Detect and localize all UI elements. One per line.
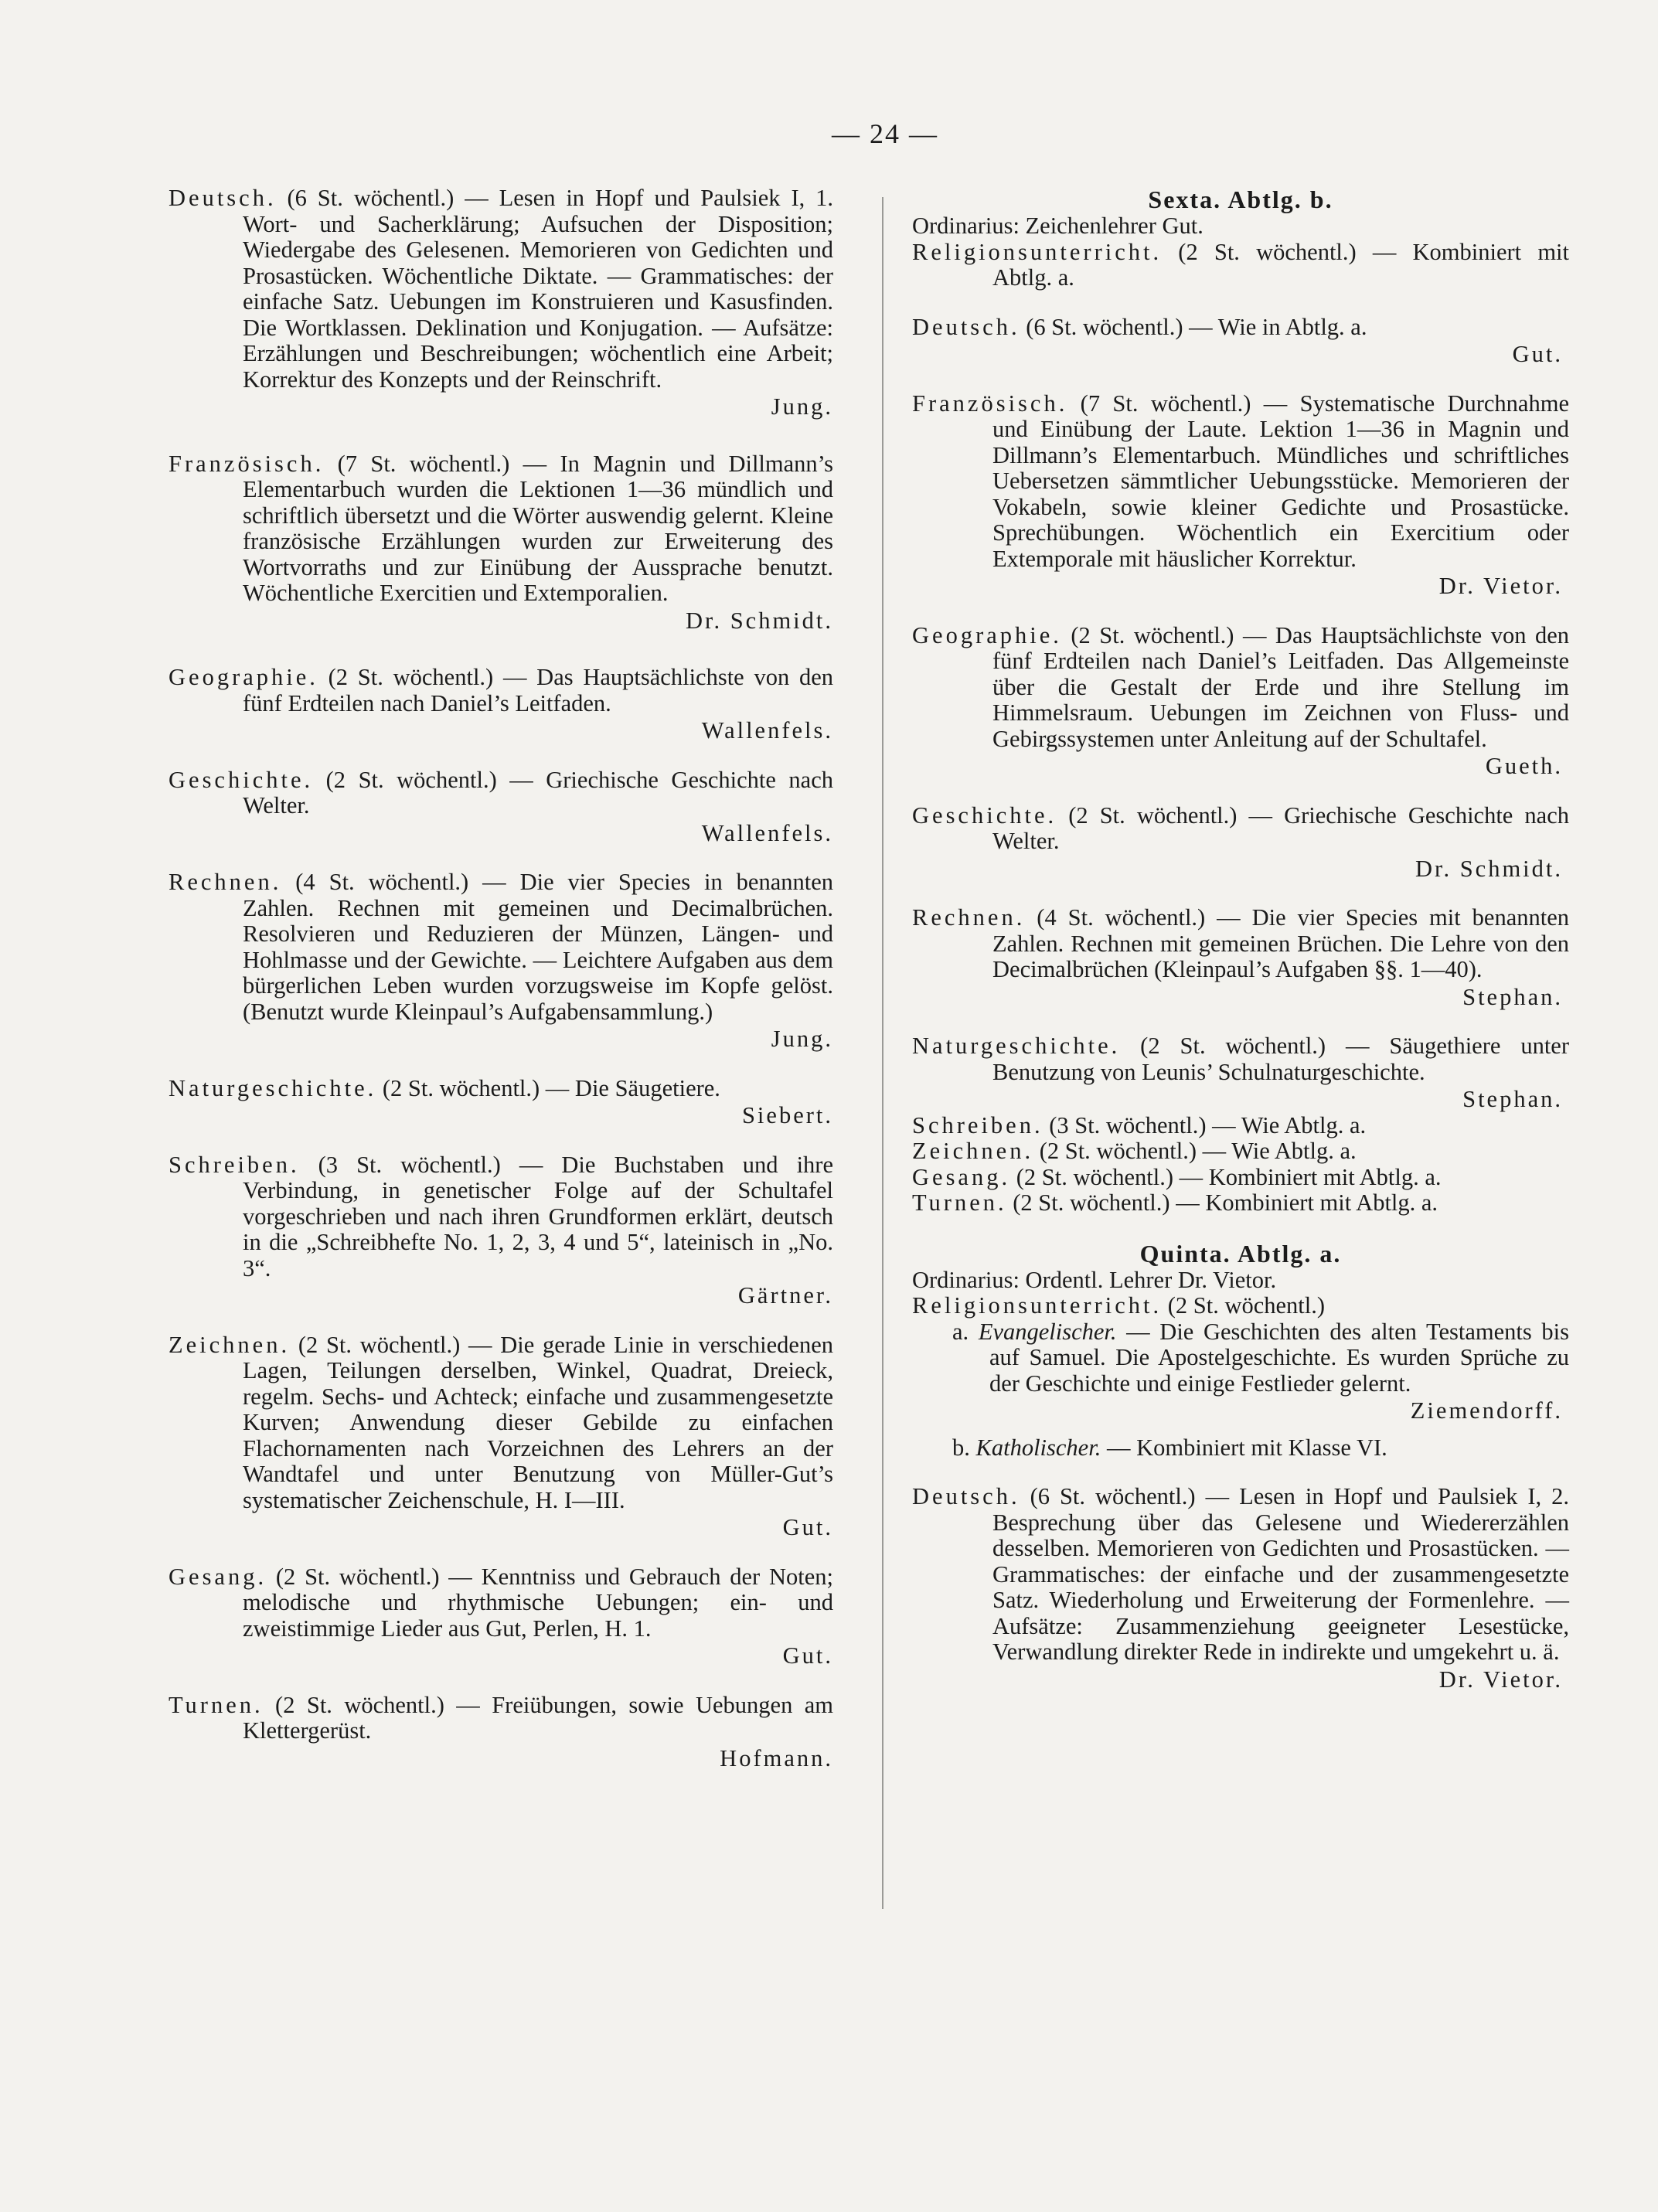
subject-description: (2 St. wöchentl.) — Freiübungen, sowie Uebungen am Klettergerüst. — [243, 1691, 833, 1744]
subject-entry — [912, 1484, 1569, 1693]
subject-name: Französisch. — [169, 450, 325, 477]
teacher-name: Gueth. — [1485, 753, 1563, 779]
teacher-name: Gut. — [782, 1514, 833, 1540]
teacher-name: Wallenfels. — [701, 819, 833, 846]
subject-name: Gesang. — [169, 1563, 267, 1590]
subject-description: (2 St. wöchentl.) — Kenntniss und Gebrauch der Noten; melodische und rhythmische Uebungen; ein- und zweistimmige Lieder aus Gut, Perlen, H. 1. — [243, 1563, 833, 1642]
teacher-name: Siebert. — [741, 1102, 833, 1128]
subject-name: Deutsch. — [169, 185, 277, 211]
denomination-label: Evangelischer. — [978, 1318, 1117, 1345]
subject-name: Geschichte. — [912, 801, 1057, 829]
subject-entry — [912, 1113, 1569, 1139]
subject-description: (2 St. wöchentl.) — Griechische Geschichte nach Welter. — [992, 801, 1569, 854]
subject-name: Deutsch. — [912, 1483, 1020, 1509]
teacher-name: Dr. Vietor. — [1438, 573, 1563, 599]
subject-entry — [912, 391, 1569, 600]
subject-description: (2 St. wöchentl.) — Wie Abtlg. a. — [1033, 1138, 1357, 1164]
subject-name: Gesang. — [912, 1163, 1011, 1190]
subject-description: (2 St. wöchentl.) — Das Hauptsächlichste von den fünf Erdteilen nach Daniel’s Leitfaden. Das Allgemeinste über die Gestalt der Erde und ihre Stellung im Himmelsraum. Uebungen im Zeichnen von Fluss- und Gebirgssystemen unter Anleitung auf der Schultafel. — [992, 621, 1569, 752]
subject-description: (6 St. wöchentl.) — Lesen in Hopf und Paulsiek I, 1. Wort- und Sacherklärung; Aufsuchen der Disposition; Wiedergabe des Gelesenen. Memorieren von Gedichten und Prosastücken. Wöchentliche Diktate. — Grammatisches: der einfache Satz. Uebungen im Konstruieren und Kasusfinden. Die Wortklassen. Deklination und Konjugation. — Aufsätze: Erzählungen und Beschreibungen; wöchentlich eine Arbeit; Korrektur des Konzepts und der Reinschrift. — [243, 185, 833, 393]
column-divider — [882, 197, 883, 1909]
subject-name: Naturgeschichte. — [169, 1074, 377, 1101]
sub-description: — Die Geschichten des alten Testaments bis auf Samuel. Die Apostelgeschichte. Es wurden Sprüche zu der Geschichte und einige Festlieder gelernt. — [989, 1318, 1569, 1397]
sub-label: b. — [952, 1434, 976, 1461]
denomination-label: Katholischer. — [975, 1434, 1101, 1461]
subject-name: Geschichte. — [169, 766, 314, 793]
subject-entry — [912, 1138, 1569, 1165]
subject-name: Naturgeschichte. — [912, 1033, 1121, 1059]
class-ordinarius: Ordinarius: Ordentl. Lehrer Dr. Vietor. — [912, 1266, 1277, 1293]
subject-name: Schreiben. — [169, 1151, 300, 1178]
right-column — [912, 185, 1569, 1693]
teacher-name: Dr. Schmidt. — [685, 607, 833, 634]
subject-entry — [912, 240, 1569, 291]
subject-name: Geographie. — [169, 664, 318, 690]
teacher-name: Gut. — [1512, 341, 1563, 367]
class-heading: Quinta. Abtlg. a. — [1139, 1239, 1342, 1268]
subject-name: Deutsch. — [912, 313, 1020, 340]
subject-entry — [912, 315, 1569, 368]
subject-entry — [169, 185, 833, 420]
subject-name: Religionsunterricht. — [912, 238, 1163, 265]
teacher-name: Dr. Schmidt. — [1415, 855, 1563, 882]
subject-description: (6 St. wöchentl.) — Wie in Abtlg. a. — [1020, 313, 1367, 340]
sub-label: a. — [952, 1318, 979, 1345]
subject-entry — [169, 869, 833, 1053]
subject-name: Zeichnen. — [169, 1331, 291, 1358]
sub-entry — [952, 1319, 1569, 1424]
subject-name: Zeichnen. — [912, 1138, 1034, 1164]
subject-entry — [169, 1564, 833, 1669]
subject-description: (3 St. wöchentl.) — Die Buchstaben und ihre Verbindung, in genetischer Folge auf der Schultafel vorgeschrieben und nach ihren Grundformen erklärt, deutsch in die „Schreibhefte No. 1, 2, 3, 4 und 5“, lateinisch in „No. 3“. — [243, 1151, 833, 1281]
sub-entry — [952, 1435, 1569, 1462]
subject-description: (2 St. wöchentl.) — Säugethiere unter Benutzung von Leunis’ Schulnaturgeschichte. — [992, 1033, 1569, 1085]
subject-name: Rechnen. — [169, 869, 282, 895]
subject-entry — [912, 803, 1569, 883]
subject-name: Turnen. — [169, 1691, 264, 1718]
teacher-name: Gärtner. — [737, 1282, 833, 1308]
subject-entry — [912, 623, 1569, 780]
subject-entry — [912, 1033, 1569, 1113]
teacher-name: Hofmann. — [720, 1744, 833, 1771]
sub-description: — Kombiniert mit Klasse VI. — [1101, 1434, 1387, 1461]
class-ordinarius: Ordinarius: Zeichenlehrer Gut. — [912, 213, 1203, 239]
subject-description: (2 St. wöchentl.) — Griechische Geschichte nach Welter. — [243, 766, 833, 818]
religion-sublist — [912, 1319, 1569, 1462]
teacher-name: Wallenfels. — [701, 717, 833, 744]
teacher-name: Jung. — [771, 1026, 833, 1052]
subject-description: (7 St. wöchentl.) — Systematische Durchnahme und Einübung der Laute. Lektion 1—36 in Magnin und Dillmann’s Elementarbuch. Mündliches und schriftliches Uebersetzen sämmtlicher Uebungsstücke. Memorieren der Vokabeln, sowie kleiner Gedichte und Prosastücke. Sprechübungen. Wöchentlich ein Exercitium oder Extemporale mit häuslicher Korrektur. — [992, 390, 1569, 572]
class-heading: Sexta. Abtlg. b. — [1148, 185, 1333, 213]
subject-name: Turnen. — [912, 1189, 1007, 1216]
teacher-name: Jung. — [771, 393, 833, 420]
subject-entry — [169, 767, 833, 847]
teacher-name: Ziemendorff. — [1410, 1397, 1563, 1424]
subject-entry — [912, 905, 1569, 1010]
teacher-name: Gut. — [782, 1642, 833, 1669]
subject-description: (4 St. wöchentl.) — Die vier Species mit benannten Zahlen. Rechnen mit gemeinen Brüchen. Die Lehre von den Decimalbrüchen (Kleinpaul’s Aufgaben §§. 1—40). — [992, 904, 1569, 982]
subject-entry — [169, 1152, 833, 1309]
subject-name: Geographie. — [912, 621, 1062, 648]
subject-name: Französisch. — [912, 390, 1068, 417]
page-number: — 24 — — [832, 118, 938, 149]
subject-entry — [912, 1293, 1569, 1319]
subject-entry — [912, 1190, 1569, 1217]
subject-description: (6 St. wöchentl.) — Lesen in Hopf und Paulsiek I, 2. Besprechung über das Gelesene und Wiedererzählen desselben. Memorieren von Gedichten und Prosastücken. — Grammatisches: der einfache und der zusammengesetzte Satz. Wiederholung und Erweiterung der Formenlehre. — Aufsätze: Zusammenziehung geeigneter Lesestücke, Verwandlung direkter Rede in indirekte und umgekehrt u. ä. — [992, 1483, 1569, 1665]
subject-name: Schreiben. — [912, 1111, 1043, 1138]
subject-description: (7 St. wöchentl.) — In Magnin und Dillmann’s Elementarbuch wurden die Lektionen 1—36 mündlich und schriftlich übersetzt und die Wörter auswendig gelernt. Kleine französische Erzählungen wurden zur Erweiterung des Wortvorraths und zur Einübung der Aussprache benutzt. Wöchentliche Exercitien und Extemporalien. — [243, 450, 833, 606]
subject-entry — [169, 1332, 833, 1541]
subject-description: (2 St. wöchentl.) — Kombiniert mit Abtlg. a. — [1006, 1189, 1438, 1216]
subject-entry — [169, 665, 833, 744]
subject-entry — [169, 1076, 833, 1129]
teacher-name: Stephan. — [1462, 983, 1563, 1010]
teacher-name: Stephan. — [1462, 1086, 1563, 1112]
subject-description: (3 St. wöchentl.) — Wie Abtlg. a. — [1043, 1111, 1367, 1138]
subject-entry — [169, 1693, 833, 1772]
subject-description: (2 St. wöchentl.) — Kombiniert mit Abtlg. a. — [992, 238, 1569, 291]
subject-description: (2 St. wöchentl.) — Kombiniert mit Abtlg. a. — [1010, 1163, 1442, 1190]
subject-description: (2 St. wöchentl.) — [1162, 1292, 1326, 1319]
subject-entry — [169, 451, 833, 635]
subject-description: (2 St. wöchentl.) — Die gerade Linie in verschiedenen Lagen, Teilungen derselben, Winkel, Quadrat, Dreieck, regelm. Sechs- und Achteck; einfache und zusammengesetzte Kurven; Anwendung dieser Gebilde zu einfachen Flachornamenten nach Vorzeichnen des Lehrers an der Wandtafel und unter Benutzung von Müller-Gut’s systematischer Zeichenschule, H. I—III. — [243, 1331, 833, 1513]
subject-description: (4 St. wöchentl.) — Die vier Species in benannten Zahlen. Rechnen mit gemeinen und Decimalbrüchen. Resolvieren und Reduzieren der Münzen, Längen- und Hohlmasse und der Gewichte. — Leichtere Aufgaben aus dem bürgerlichen Leben wurden vorzugsweise im Kopfe gelöst. (Benutzt wurde Kleinpaul’s Aufgabensammlung.) — [243, 869, 833, 1025]
subject-name: Religionsunterricht. — [912, 1292, 1163, 1319]
subject-description: (2 St. wöchentl.) — Die Säugetiere. — [376, 1074, 720, 1101]
subject-name: Rechnen. — [912, 904, 1026, 931]
teacher-name: Dr. Vietor. — [1438, 1666, 1563, 1693]
left-column — [169, 185, 833, 1771]
subject-description: (2 St. wöchentl.) — Das Hauptsächlichste von den fünf Erdteilen nach Daniel’s Leitfaden. — [243, 664, 833, 716]
subject-entry — [912, 1165, 1569, 1191]
